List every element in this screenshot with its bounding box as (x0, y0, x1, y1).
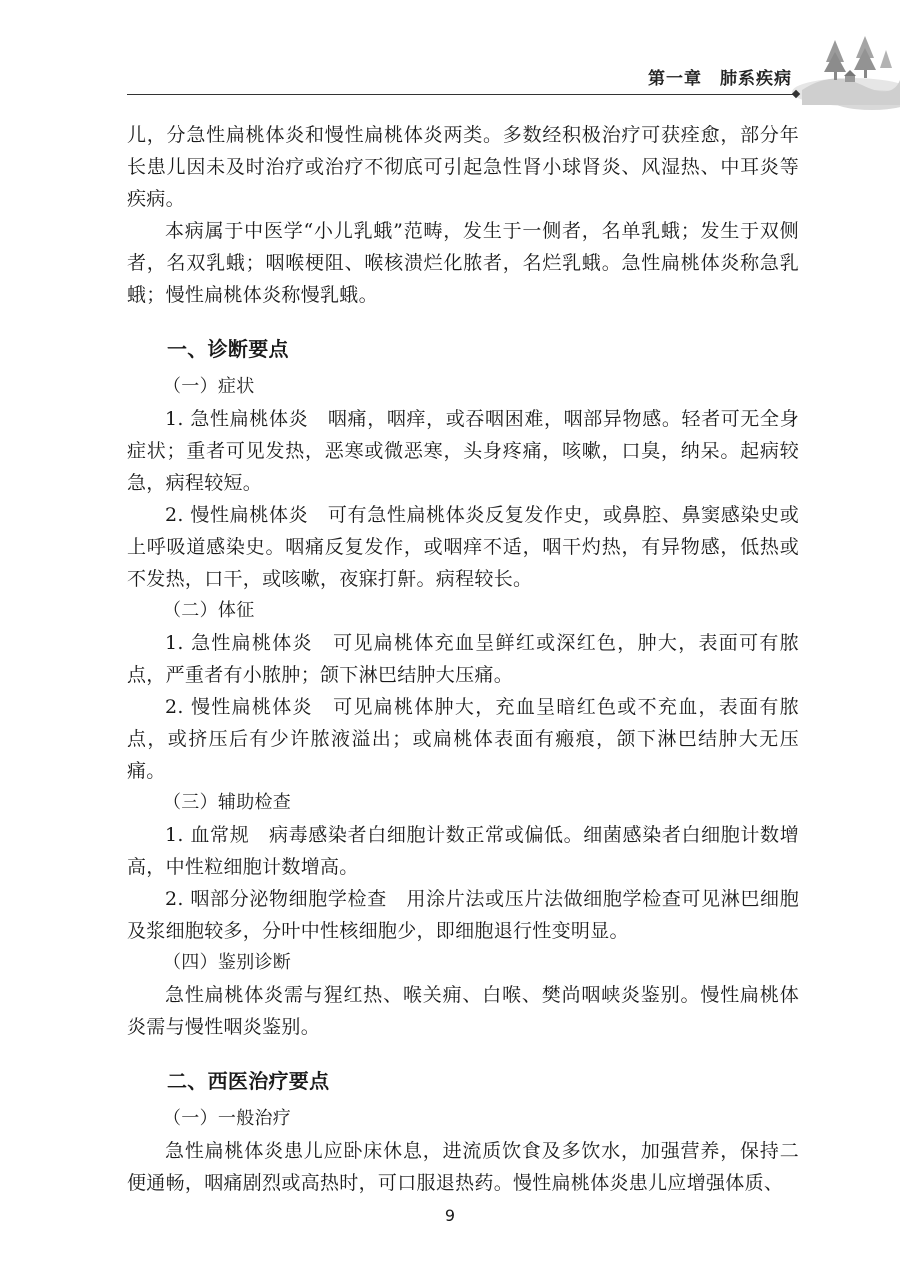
subheading-auxiliary-exams: （三）辅助检查 (163, 792, 292, 813)
exam-blood-routine: 1. 血常规 病毒感染者白细胞计数正常或偏低。细菌感染者白细胞计数增高，中性粒细胞计数增高。 (127, 824, 799, 878)
paragraph-tcm-classification: 本病属于中医学“小儿乳蛾”范畴，发生于一侧者，名单乳蛾；发生于双侧者，名双乳蛾；咽喉梗阻、喉核溃烂化脓者，名烂乳蛾。急性扁桃体炎称急乳蛾；慢性扁桃体炎称慢乳蛾。 (127, 220, 799, 306)
differential-diagnosis-text: 急性扁桃体炎需与猩红热、喉关痈、白喉、樊尚咽峡炎鉴别。慢性扁桃体炎需与慢性咽炎鉴别。 (127, 984, 799, 1038)
chapter-title: 第一章 肺系疾病 (648, 69, 792, 89)
section-heading-western-treatment: 二、西医治疗要点 (167, 1069, 330, 1093)
subheading-differential-diagnosis: （四）鉴别诊断 (163, 952, 292, 973)
section-heading-diagnosis: 一、诊断要点 (167, 337, 289, 361)
symptoms-acute: 1. 急性扁桃体炎 咽痛，咽痒，或吞咽困难，咽部异物感。轻者可无全身症状；重者可见发热，恶寒或微恶寒，头身疼痛，咳嗽，口臭，纳呆。起病较急，病程较短。 (127, 408, 799, 494)
header-rule (127, 94, 795, 95)
subheading-symptoms: （一）症状 (163, 376, 255, 397)
landscape-illustration-icon (782, 30, 900, 120)
symptoms-chronic: 2. 慢性扁桃体炎 可有急性扁桃体炎反复发作史，或鼻腔、鼻窦感染史或上呼吸道感染史。咽痛反复发作，或咽痒不适，咽干灼热，有异物感，低热或不发热，口干，或咳嗽，夜寐打鼾。病程较长。 (127, 504, 799, 590)
signs-chronic: 2. 慢性扁桃体炎 可见扁桃体肿大，充血呈暗红色或不充血，表面有脓点，或挤压后有少许脓液溢出；或扁桃体表面有瘢痕，颌下淋巴结肿大无压痛。 (127, 696, 799, 782)
page-number: 9 (444, 1206, 456, 1225)
signs-acute: 1. 急性扁桃体炎 可见扁桃体充血呈鲜红或深红色，肿大，表面可有脓点，严重者有小脓肿；颌下淋巴结肿大压痛。 (127, 632, 799, 686)
paragraph-continued: 儿，分急性扁桃体炎和慢性扁桃体炎两类。多数经积极治疗可获痊愈，部分年长患儿因未及时治疗或治疗不彻底可引起急性肾小球肾炎、风湿热、中耳炎等疾病。 (127, 124, 799, 210)
page-header (0, 0, 900, 110)
subheading-signs: （二）体征 (163, 600, 255, 621)
exam-throat-cytology: 2. 咽部分泌物细胞学检查 用涂片法或压片法做细胞学检查可见淋巴细胞及浆细胞较多，分叶中性核细胞少，即细胞退行性变明显。 (127, 888, 799, 942)
page-body (127, 119, 799, 1199)
general-treatment-text: 急性扁桃体炎患儿应卧床休息，进流质饮食及多饮水，加强营养，保持二便通畅，咽痛剧烈或高热时，可口服退热药。慢性扁桃体炎患儿应增强体质、 (127, 1140, 799, 1194)
subheading-general-treatment: （一）一般治疗 (163, 1108, 292, 1129)
